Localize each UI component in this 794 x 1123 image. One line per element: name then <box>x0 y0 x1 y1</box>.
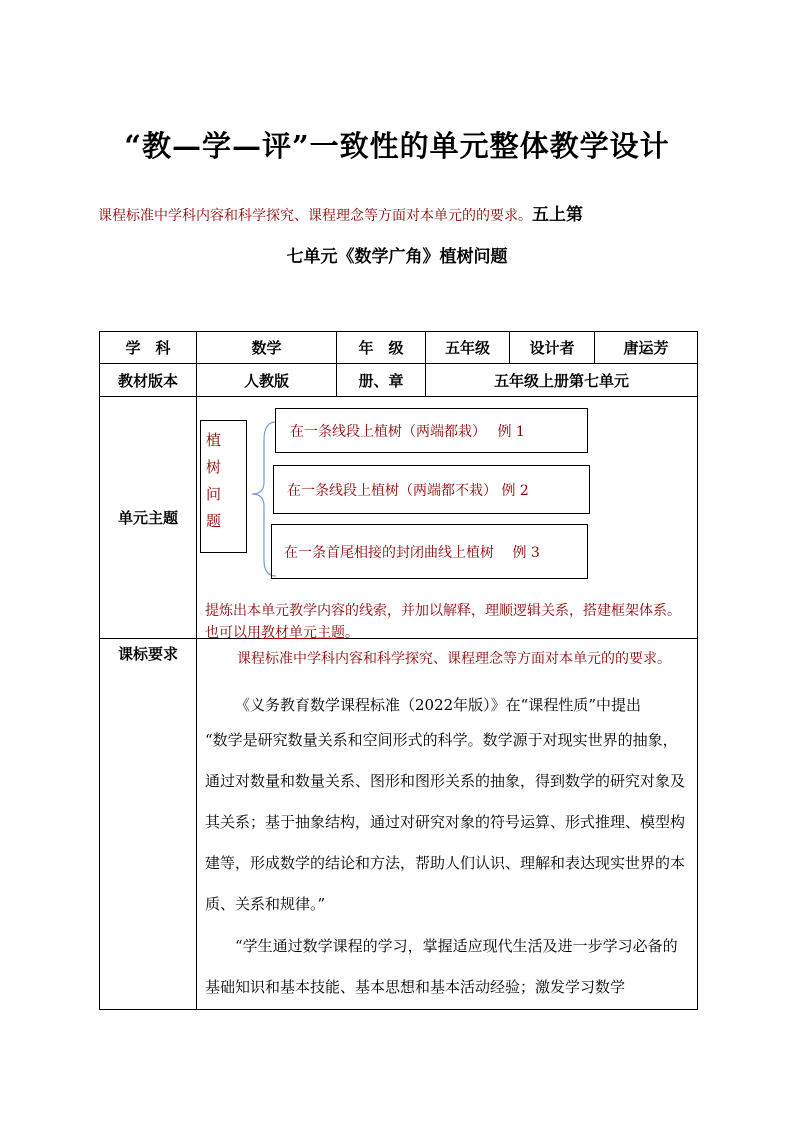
theme-branch-1: 在一条线段上植树（两端都栽） 例 1 <box>275 408 588 453</box>
theme-root-char: 问 <box>206 485 222 503</box>
subtitle-red-text: 课程标准中学科内容和科学探究、课程理念等方面对本单元的的要求。 <box>98 208 532 224</box>
theme-branch-3: 在一条首尾相接的封闭曲线上植树 例 3 <box>271 524 588 579</box>
theme-note <box>205 600 692 644</box>
grade-label: 年 级 <box>336 331 426 364</box>
theme-note-end: 。 <box>345 625 359 641</box>
standard-red-text: 课程标准中学科内容和科学探究、课程理念等方面对本单元的的要求。 <box>237 651 671 667</box>
designer-value: 唐运芳 <box>594 331 698 364</box>
volume-label: 册、章 <box>336 363 426 397</box>
standard-paragraph-2: “学生通过数学课程的学习，掌握适应现代生活及进一步学习必备的基础知识和基本技能、基本思想和基本活动经验；激发学习数学 <box>205 937 678 996</box>
standard-paragraph-1: “数学是研究数量关系和空间形式的科学。数学源于对现实世界的抽象，通过对数量和数量关系、图形和图形关系的抽象，得到数学的研究对象及其关系；基于抽象结构，通过对研究对象的符号运算、形式推理、模型构建等，形成数学的结论和方法，帮助人们认识、理解和表达现实世界的本质、关系和规律。” <box>205 731 686 913</box>
standard-paragraph-1-line-1: 《义务教育数学课程标准（2022年版）》在“课程性质”中提出 <box>235 696 642 714</box>
theme-root-char: 植 <box>206 431 222 449</box>
subject-value: 数学 <box>196 331 337 364</box>
subtitle-black-text-1: 五上第 <box>532 205 583 225</box>
subtitle-line-1 <box>98 200 698 225</box>
subtitle-line-2: 七单元《数学广角》植树问题 <box>286 247 508 267</box>
theme-root-box <box>200 420 247 553</box>
textbook-value: 人教版 <box>196 363 337 397</box>
theme-root-char: 树 <box>206 458 222 476</box>
volume-value: 五年级上册第七单元 <box>425 363 698 397</box>
subject-label: 学 科 <box>99 331 197 364</box>
theme-note-text: 提炼出本单元教学内容的线索，并加以解释，理顺逻辑关系，搭建框架体系。也可以用 <box>205 603 681 641</box>
theme-branch-2: 在一条线段上植树（两端都不栽） 例 2 <box>273 465 590 514</box>
document-title: “教—学—评”一致性的单元整体教学设计 <box>124 129 670 163</box>
theme-label: 单元主题 <box>99 396 197 639</box>
designer-label: 设计者 <box>509 331 595 364</box>
standard-label: 课标要求 <box>99 638 197 1010</box>
theme-note-link: 教材单元主题 <box>261 625 345 641</box>
grade-value: 五年级 <box>425 331 510 364</box>
theme-root-char: 题 <box>206 512 222 530</box>
textbook-label: 教材版本 <box>99 363 197 397</box>
